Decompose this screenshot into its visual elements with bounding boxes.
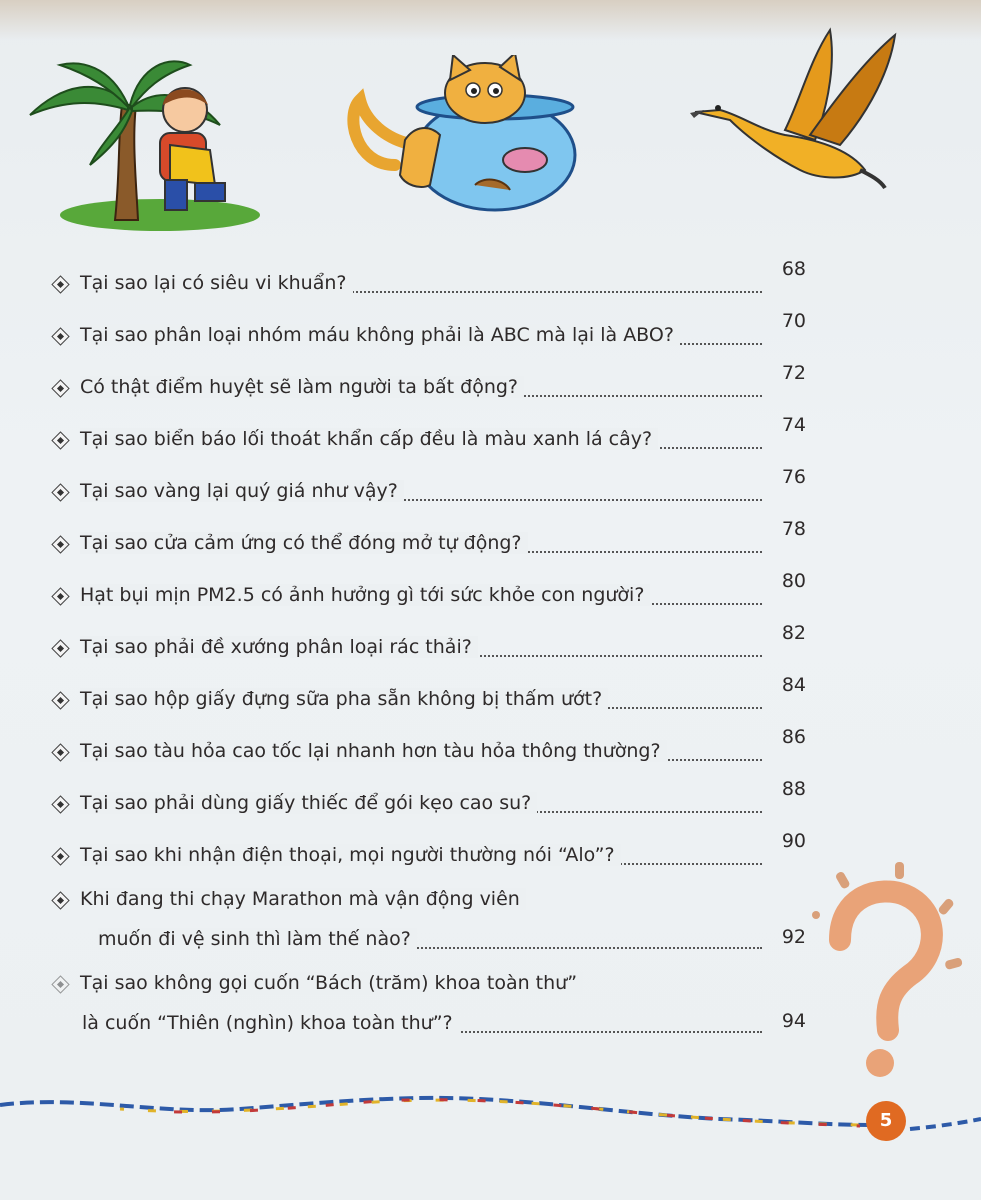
toc-question-continued: là cuốn “Thiên (nghìn) khoa toàn thư”? <box>82 1012 459 1034</box>
toc-question: Tại sao khi nhận điện thoại, mọi người thường nói “Alo”? <box>80 844 621 866</box>
toc-entry <box>52 414 812 454</box>
diamond-bullet-icon <box>51 483 69 501</box>
toc-question: Tại sao phải đề xướng phân loại rác thải? <box>80 636 478 658</box>
toc-page-number: 72 <box>781 362 806 384</box>
diamond-bullet-icon <box>51 639 69 657</box>
toc-entry <box>52 830 812 870</box>
cat-fishbowl-illustration <box>335 55 605 220</box>
toc-page-number: 80 <box>781 570 806 592</box>
diamond-bullet-icon <box>51 847 69 865</box>
toc-entry <box>52 674 812 714</box>
toc-question: Tại sao lại có siêu vi khuẩn? <box>80 272 353 294</box>
toc-entry <box>52 778 812 818</box>
toc-entry <box>52 726 812 766</box>
toc-question: Khi đang thi chạy Marathon mà vận động viên <box>80 888 526 910</box>
toc-question: Hạt bụi mịn PM2.5 có ảnh hưởng gì tới sức khỏe con người? <box>80 584 650 606</box>
toc-page-number: 86 <box>781 726 806 748</box>
toc-page-number: 74 <box>781 414 806 436</box>
toc-page-number: 70 <box>781 310 806 332</box>
toc-question: Tại sao biển báo lối thoát khẩn cấp đều là màu xanh lá cây? <box>80 428 658 450</box>
toc-question: Tại sao không gọi cuốn “Bách (trăm) khoa toàn thư” <box>80 972 583 994</box>
diamond-bullet-icon <box>51 535 69 553</box>
decorative-wave-line <box>0 1085 981 1145</box>
toc-entry-two-line <box>52 874 812 954</box>
diamond-bullet-icon <box>51 587 69 605</box>
toc-entry-two-line <box>52 958 812 1038</box>
diamond-bullet-icon <box>51 743 69 761</box>
diamond-bullet-icon <box>51 891 69 909</box>
toc-page-number: 92 <box>781 926 806 948</box>
diamond-bullet-icon <box>51 795 69 813</box>
toc-entry <box>52 310 812 350</box>
diamond-bullet-icon <box>51 275 69 293</box>
diamond-bullet-icon <box>51 975 69 993</box>
toc-entry <box>52 362 812 402</box>
toc-entry <box>52 518 812 558</box>
toc-entry <box>52 466 812 506</box>
flying-goose-illustration <box>690 20 930 200</box>
toc-page-number: 82 <box>781 622 806 644</box>
toc-entry <box>52 622 812 662</box>
toc-question: Tại sao phải dùng giấy thiếc để gói kẹo cao su? <box>80 792 537 814</box>
toc-page-number: 94 <box>781 1010 806 1032</box>
toc-page-number: 76 <box>781 466 806 488</box>
toc-page-number: 88 <box>781 778 806 800</box>
page-number-badge: 5 <box>866 1101 906 1141</box>
diamond-bullet-icon <box>51 431 69 449</box>
toc-question: Tại sao cửa cảm ứng có thể đóng mở tự động? <box>80 532 528 554</box>
toc-page-number: 68 <box>781 258 806 280</box>
toc-question-continued: muốn đi vệ sinh thì làm thế nào? <box>98 928 417 950</box>
palm-tree-boy-illustration <box>20 55 260 235</box>
toc-question: Có thật điểm huyệt sẽ làm người ta bất động? <box>80 376 524 398</box>
diamond-bullet-icon <box>51 691 69 709</box>
toc-page-number: 78 <box>781 518 806 540</box>
toc-question: Tại sao tàu hỏa cao tốc lại nhanh hơn tàu hỏa thông thường? <box>80 740 667 762</box>
diamond-bullet-icon <box>51 379 69 397</box>
toc-page-number: 90 <box>781 830 806 852</box>
toc-question: Tại sao phân loại nhóm máu không phải là ABC mà lại là ABO? <box>80 324 680 346</box>
toc-question: Tại sao vàng lại quý giá như vậy? <box>80 480 404 502</box>
toc-question: Tại sao hộp giấy đựng sữa pha sẵn không bị thấm ướt? <box>80 688 608 710</box>
diamond-bullet-icon <box>51 327 69 345</box>
question-mark-decoration <box>800 855 981 1090</box>
toc-entry <box>52 258 812 298</box>
toc-page-number: 84 <box>781 674 806 696</box>
toc-entry <box>52 570 812 610</box>
